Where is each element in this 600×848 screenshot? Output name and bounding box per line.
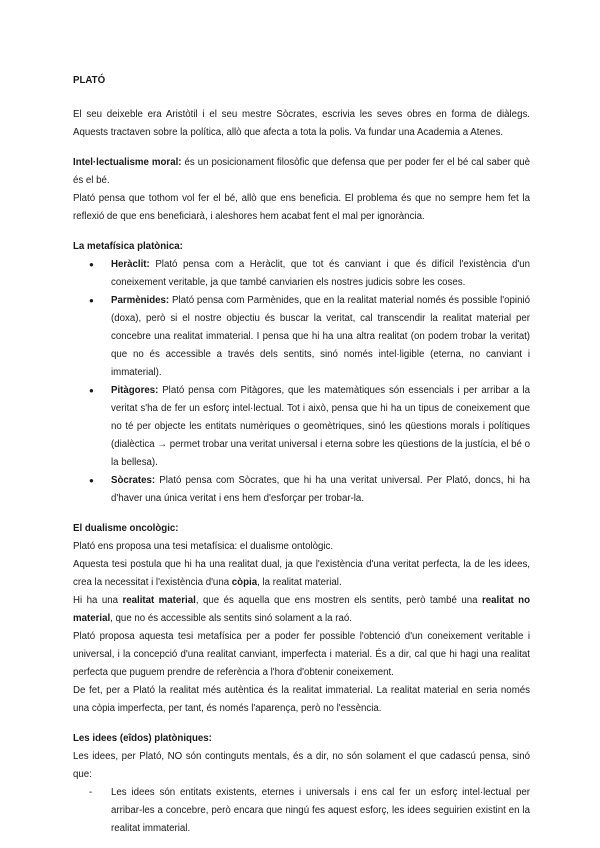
dualism-paragraph: De fet, per a Plató la realitat més autèntica és la realitat immaterial. La realitat material en seria només una còpia imperfecta, per tant, és només l'aparença, però no l'essència.: [73, 685, 530, 714]
dualism-paragraph: Plató ens proposa una tesi metafísica: el dualisme ontològic.: [73, 541, 334, 552]
text-run: , la realitat material.: [257, 577, 342, 588]
intellectualism-definition-text: és un posicionament filosòfic que defensa que per poder fer el bé cal saber què és el bé.: [73, 157, 530, 186]
metaphysics-heading: La metafísica platònica:: [73, 241, 183, 252]
list-item-term: Sòcrates:: [111, 475, 156, 486]
ideas-paragraph: Les idees, per Plató, NO són continguts mentals, és a dir, no són solament el que cadascú pensa, sinó que:: [73, 751, 530, 780]
text-run: Aquesta tesi postula que hi ha una realitat dual, ja que l'existència d'una veritat perfecta, la de les idees, crea la necessitat i l'existència d'una: [73, 559, 530, 588]
text-run: , que no és accessible als sentits sinó solament a la raó.: [110, 613, 352, 624]
intellectualism-paragraph: Plató pensa que tothom vol fer el bé, allò que ens beneficia. El problema és que no sempre hem fet la reflexió de que ens beneficiarà, i aleshores hem acabat fent el mal per ignorància.: [73, 193, 530, 222]
dualism-heading: El dualisme oncològic:: [73, 523, 179, 534]
intellectualism-term: Intel·lectualisme moral:: [73, 157, 182, 168]
list-item: [111, 256, 530, 292]
dualism-paragraph: [73, 592, 530, 628]
list-item: - Les idees són entitats existents, eternes i universals i ens cal fer un esforç intel·lectual per arribar-les a concebre, però encara que ningú fes aquest esforç, les idees seguirien existint en la realitat immaterial.: [111, 784, 530, 838]
text-run: , que és aquella que ens mostren els sentits, però també una: [195, 595, 482, 606]
ideas-heading: Les idees (eîdos) platòniques:: [73, 733, 212, 744]
list-item-term: Parmènides:: [111, 295, 170, 306]
spacer: [73, 508, 530, 520]
metaphysics-list: [73, 256, 530, 508]
list-item: [111, 472, 530, 508]
list-item: [111, 292, 530, 382]
text-run: Hi ha una: [73, 595, 123, 606]
list-item-text: Plató pensa com Parmènides, que en la realitat material només és possible l'opinió (doxa), però si el nostre objectiu és buscar la veritat, cal transcendir la realitat material per concebre una realitat immaterial. I pensa que hi ha una altra realitat (on podem trobar la veritat) que no és accessible a través dels sentits, sinó només intel·ligible (eterna, no canviant i immaterial).: [111, 295, 530, 378]
dualism-paragraph: [73, 556, 530, 592]
list-item-text: Plató pensa com Pitàgores, que les matemàtiques són essencials i per arribar a la veritat s'ha de fer un esforç intel·lectual. Tot i això, pensa que hi ha un tipus de coneixement que no té per objecte les entitats numèriques o geomètriques, sinó les qüestions morals i polítiques (dialèctica → permet trobar una veritat universal i eterna sobre les qüestions de la justícia, el bé o la bellesa).: [111, 385, 530, 468]
page-title: PLATÓ: [73, 75, 106, 86]
list-item: [111, 382, 530, 472]
text-run-bold: realitat material: [122, 595, 196, 606]
spacer: [73, 718, 530, 730]
intro-paragraph: El seu deixeble era Aristòtil i el seu mestre Sòcrates, escrivia les seves obres en forma de diàlegs. Aquests tractaven sobre la política, allò que afecta a tota la polis. Va fundar una Academia a Atenes.: [73, 109, 530, 138]
text-run-bold: realitat no material: [73, 595, 530, 624]
text-run-bold: còpia: [231, 577, 258, 588]
list-item-term: Heràclit:: [111, 259, 150, 270]
list-item-text: Plató pensa com a Heràclit, que tot és canviant i que és difícil l'existència d'un coneixement veritable, ja que també canviarien els nostres judicis sobre les coses.: [111, 259, 530, 288]
spacer: [73, 226, 530, 238]
spacer: [73, 142, 530, 154]
ideas-list: [73, 784, 530, 838]
list-item-text: Plató pensa com Sòcrates, que hi ha una veritat universal. Per Plató, doncs, hi ha d'haver una única veritat i ens hem d'esforçar per trobar-la.: [111, 475, 530, 504]
intellectualism-definition: [73, 154, 530, 190]
dualism-paragraph: Plató proposa aquesta tesi metafísica per a poder fer possible l'obtenció d'un coneixement veritable i universal, i la concepció d'una realitat canviant, imperfecta i material. És a dir, cal que hi hagi una realitat perfecta que puguem prendre de referència a l'hora d'obtenir coneixement.: [73, 631, 530, 678]
list-item-term: Pitàgores:: [111, 385, 159, 396]
